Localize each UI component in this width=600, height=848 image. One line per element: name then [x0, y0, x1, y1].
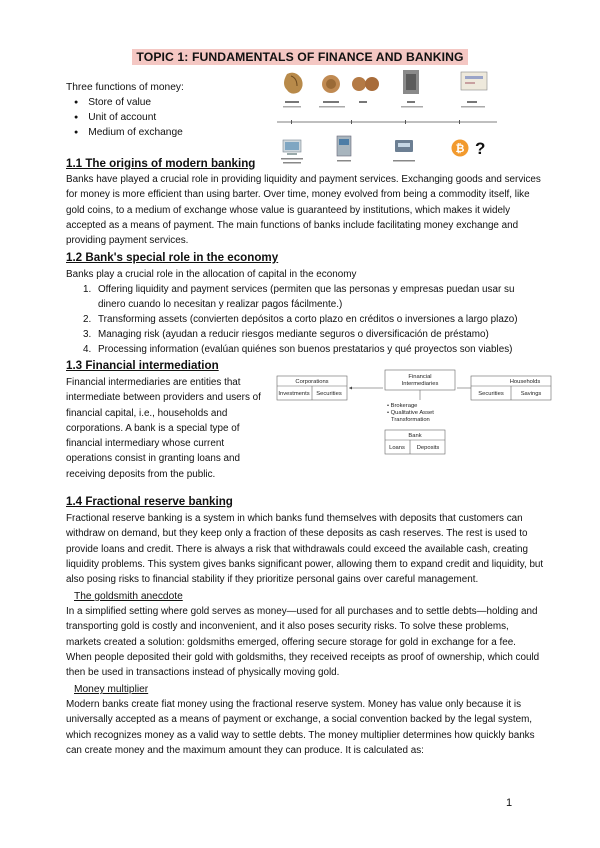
multiplier-text: Modern banks create fiat money using the fractional reserve system. Money has value only because it is universally accepted as a means of payment or exchange, a social convention backed by the legal system, which recognizes money as a valid way to settle debts. The money multiplier determines how quickly banks can create money and the maximum amount they can produce. It is calculated as: [66, 699, 535, 756]
title-wrap [0, 48, 600, 66]
multiplier-heading: Money multiplier [74, 684, 149, 695]
computer-image [283, 140, 301, 155]
paper-note-image [403, 70, 419, 94]
page-number: 1 [506, 797, 513, 809]
goldsmith-text: In a simplified setting where gold serves as money—used for all purchases and to settle debts—holding and transporting gold is costly and inconvenient, and it also poses security risks. To solve these problems, markets created a solution: goldsmiths emerged, offering secure storage for gold in exchange for a fee. When people deposited their gold with goldsmiths, they received receipts as proof of ownership, which could then be used in transactions instead of physically moving gold. [66, 606, 540, 679]
money-functions-list [74, 95, 184, 140]
section-text-1-1: Banks have played a crucial role in providing liquidity and payment services. Exchanging goods and services for money is more efficient than using barter. Over time, money evolved from being a commodity itself, like gold coins, to a medium of exchange whose value is guaranteed by institutions, which makes it widely accepted as a means of payment. The main functions of banks include facilitating money exchange and providing payment services. [66, 174, 541, 247]
securities-left-label: Securities [316, 391, 342, 397]
securities-right-label: Securities [478, 391, 504, 397]
section-heading-1-3: 1.3 Financial intermediation [66, 359, 219, 372]
financial-intermediaries-box [385, 370, 455, 390]
money-functions-heading: Three functions of money: [66, 82, 184, 93]
transformation-label: Transformation [391, 417, 430, 423]
bank-label: Bank [408, 433, 422, 439]
brokerage-label: • Brokerage [387, 403, 418, 409]
bottom-caption-marks [281, 158, 415, 164]
bitcoin-icon [452, 140, 469, 157]
money-evolution-timeline [275, 66, 500, 166]
shell-money-image [284, 73, 303, 94]
section-intro-1-2: Banks play a crucial role in the allocation of capital in the economy [66, 269, 357, 280]
savings-label: Savings [520, 391, 542, 397]
ancient-coins-image [322, 75, 340, 93]
section-heading-1-1: 1.1 The origins of modern banking [66, 157, 256, 170]
timeline-caption-marks [283, 101, 485, 108]
list-item: ● Medium of exchange [74, 125, 184, 140]
list-item: 2. Transforming assets (convierten depósitos a corto plazo en créditos o inversiones a largo plazo) [94, 312, 544, 327]
loans-label: Loans [389, 445, 405, 451]
section-text-1-3: Financial intermediaries are entities that intermediate between providers and users of financial capital, i.e., households and corporations. A bank is a special type of financial intermediary whose current operations consist in granting loans and receiving deposits from the public. [66, 377, 261, 480]
section-heading-1-2: 1.2 Bank's special role in the economy [66, 251, 279, 264]
question-mark: ? [475, 139, 486, 158]
money-functions [66, 80, 184, 140]
atm-image [337, 136, 351, 156]
goldsmith-heading: The goldsmith anecdote [74, 591, 183, 602]
list-item: 1. Offering liquidity and payment services (permiten que las personas y empresas puedan usar su dinero cuando lo necesitan y realizar pagos fácilmente.) [94, 282, 544, 312]
investments-label: Investments [278, 391, 310, 397]
intermediation-diagram [275, 368, 555, 468]
page-title: TOPIC 1: FUNDAMENTALS OF FINANCE AND BANKING [132, 49, 467, 65]
list-item: ● Store of value [74, 95, 184, 110]
qat-label: • Qualitative Asset [387, 410, 434, 416]
fi-label-line2: Intermediaries [401, 381, 439, 387]
corporations-label: Corporations [295, 379, 329, 385]
section-text-1-4: Fractional reserve banking is a system in which banks fund themselves with deposits that customers can withdraw on demand, but they keep only a fraction of these deposits as cash reserves. The rest is used to provide loans and credit. There is always a risk that withdrawals could exceed the available cash, creating liquidity problems. This system gives banks significant power, allowing them to expand credit and liquidity, but also posing risks to financial stability if they prioritize personal gains over careful management. [66, 513, 544, 586]
svg-text:₿: ₿ [455, 142, 465, 155]
fi-label-line1: Financial [408, 374, 432, 380]
households-label: Households [509, 379, 541, 385]
bank-roles-list [82, 282, 544, 357]
section-heading-1-4: 1.4 Fractional reserve banking [66, 495, 233, 508]
deposits-label: Deposits [416, 445, 440, 451]
list-item: 4. Processing information (evalúan quiénes son buenos prestatarios y qué proyectos son viables) [94, 342, 544, 357]
banknote-image [461, 72, 487, 90]
list-item: 3. Managing risk (ayudan a reducir riesgos mediante seguros o diversificación de préstamo) [94, 327, 544, 342]
round-coins-image [352, 77, 379, 91]
card-terminal-image [395, 140, 413, 152]
list-item: ● Unit of account [74, 110, 184, 125]
